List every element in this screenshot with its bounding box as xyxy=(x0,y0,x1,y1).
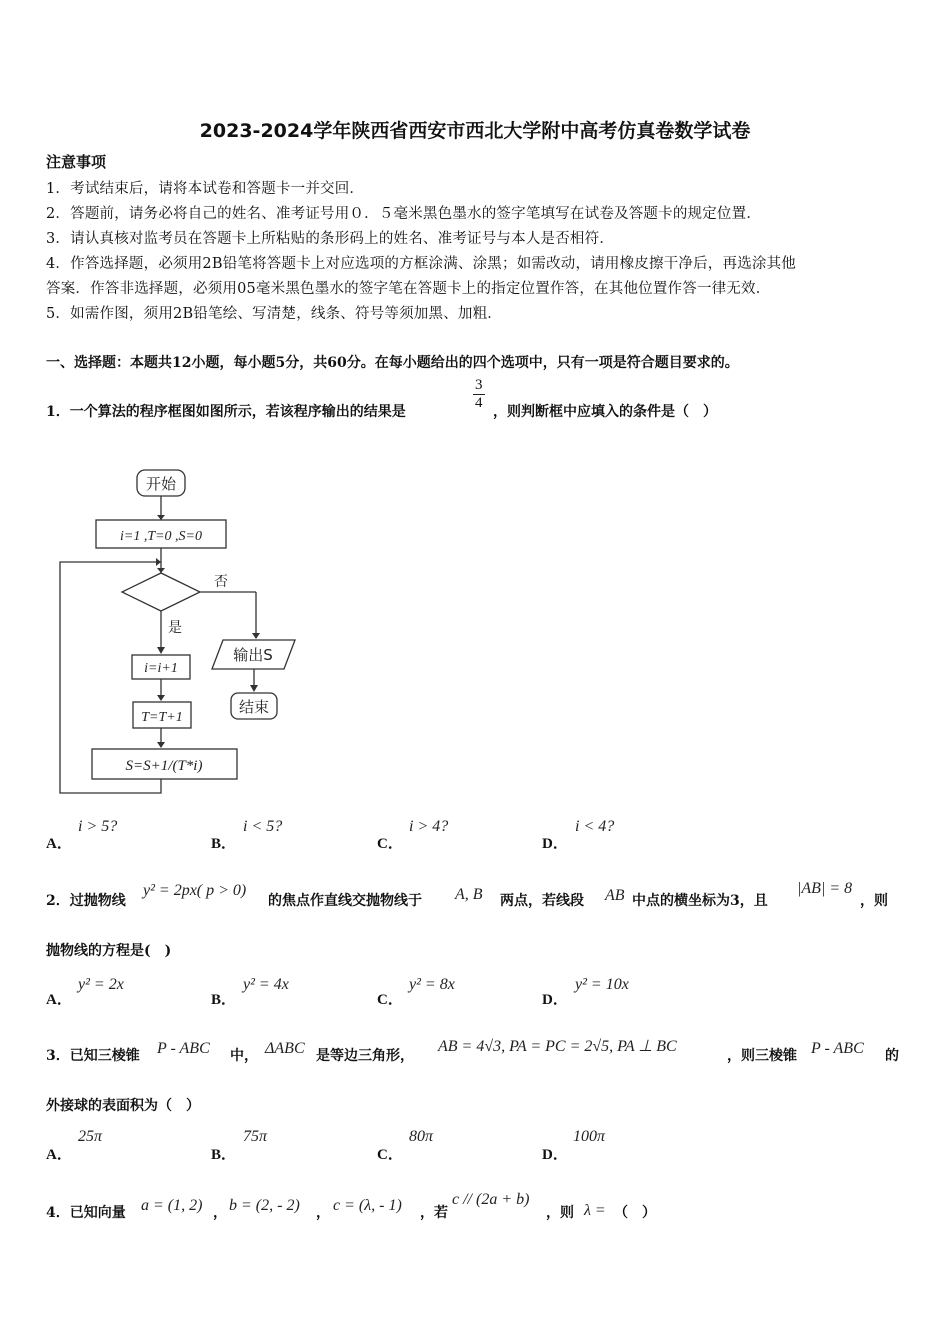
note-item: 1．考试结束后，请将本试卷和答题卡一并交回． xyxy=(46,181,365,197)
fraction-numerator: 3 xyxy=(475,377,483,393)
q1-option-a-value: i > 5? xyxy=(78,818,118,835)
flowchart-step3-label: S=S+1/(T*i) xyxy=(125,758,203,774)
flowchart-yes-label: 是 xyxy=(168,620,182,636)
q3-math-pyramid: P - ABC xyxy=(157,1040,210,1057)
fraction-denominator: 4 xyxy=(475,395,483,411)
flowchart-diagram xyxy=(50,460,310,805)
q2-text-1: 2．过抛物线 xyxy=(46,893,126,909)
q2-option-a-label: A． xyxy=(46,992,72,1008)
q2-line-2: 抛物线的方程是( ) xyxy=(46,943,172,959)
question-1-suffix: ，则判断框中应填入的条件是（ ） xyxy=(493,404,717,420)
q1-option-d-label: D． xyxy=(542,836,568,852)
notes-heading: 注意事项 xyxy=(46,153,107,171)
q4-math-vector-c: c = (λ, - 1) xyxy=(333,1197,402,1214)
q3-option-c-value: 80π xyxy=(409,1128,434,1145)
section-heading: 一、选择题：本题共12小题，每小题5分，共60分。在每小题给出的四个选项中，只有一项是符合题目要求的。 xyxy=(46,355,739,371)
q1-option-c-value: i > 4? xyxy=(409,818,449,835)
q2-text-4: 中点的横坐标为3，且 xyxy=(632,893,768,909)
q3-option-d-value: 100π xyxy=(573,1128,606,1145)
q3-option-d-label: D． xyxy=(542,1147,568,1163)
q4-math-parallel: c // (2a + b) xyxy=(452,1191,530,1208)
q3-math-pyramid-2: P - ABC xyxy=(811,1040,864,1057)
q4-text-1: 4．已知向量 xyxy=(46,1205,126,1221)
note-item: 3．请认真核对监考员在答题卡上所粘贴的条形码上的姓名、准考证号与本人是否相符． xyxy=(46,231,615,247)
q3-text-3: 是等边三角形， xyxy=(316,1048,414,1064)
flowchart-start-label: 开始 xyxy=(145,475,177,493)
page-title: 2023-2024学年陕西省西安市西北大学附中高考仿真卷数学试卷 xyxy=(199,120,751,142)
q4-text-2: ，若 xyxy=(420,1205,448,1221)
q3-option-c-label: C． xyxy=(377,1147,403,1163)
q2-option-c-value: y² = 8x xyxy=(409,976,455,993)
q2-option-c-label: C． xyxy=(377,992,403,1008)
flowchart-no-label: 否 xyxy=(214,574,228,590)
question-1-prefix: 1．一个算法的程序框图如图所示，若该程序输出的结果是 xyxy=(46,404,406,420)
q2-option-b-value: y² = 4x xyxy=(243,976,289,993)
flowchart-decision-diamond xyxy=(122,573,200,611)
flowchart-output-label: 输出S xyxy=(233,646,273,664)
q4-math-vector-a: a = (1, 2) xyxy=(141,1197,203,1214)
q3-text-5: 的 xyxy=(885,1048,899,1064)
flowchart-step1-label: i=i+1 xyxy=(144,661,178,676)
q2-option-d-value: y² = 10x xyxy=(575,976,629,993)
q1-option-d-value: i < 4? xyxy=(575,818,615,835)
q3-math-conditions: AB = 4√3, PA = PC = 2√5, PA ⊥ BC xyxy=(438,1038,677,1055)
q2-math-segment: AB xyxy=(605,887,625,904)
q3-option-b-label: B． xyxy=(211,1147,237,1163)
q2-math-points: A, B xyxy=(455,886,483,903)
q4-text-3: ，则 xyxy=(546,1205,574,1221)
q3-option-a-label: A． xyxy=(46,1147,72,1163)
q3-text-2: 中， xyxy=(230,1048,258,1064)
q2-math-parabola: y² = 2px( p > 0) xyxy=(143,882,247,899)
q4-sep-1: ， xyxy=(213,1205,227,1221)
flowchart-end-label: 结束 xyxy=(238,698,270,716)
q4-math-vector-b: b = (2, - 2) xyxy=(229,1197,300,1214)
q2-option-d-label: D． xyxy=(542,992,568,1008)
q1-option-b-value: i < 5? xyxy=(243,818,283,835)
q2-text-5: ，则 xyxy=(860,893,888,909)
note-item: 答案．作答非选择题，必须用05毫米黑色墨水的签字笔在答题卡上的指定位置作答，在其他位置作答一律无效． xyxy=(46,281,771,297)
q2-text-2: 的焦点作直线交抛物线于 xyxy=(268,893,422,909)
q1-option-c-label: C． xyxy=(377,836,403,852)
q2-math-length: |AB| = 8 xyxy=(797,880,853,897)
q4-math-lambda: λ = xyxy=(584,1202,606,1219)
q3-option-b-value: 75π xyxy=(243,1128,268,1145)
question-1-fraction xyxy=(473,377,485,412)
q3-option-a-value: 25π xyxy=(78,1128,103,1145)
note-item: 4．作答选择题，必须用2B铅笔将答题卡上对应选项的方框涂满、涂黑；如需改动，请用橡皮擦干净后，再选涂其他 xyxy=(46,256,797,272)
q3-math-triangle: ΔABC xyxy=(265,1040,305,1057)
q4-text-4: （ ） xyxy=(614,1205,656,1221)
q2-text-3: 两点，若线段 xyxy=(500,893,584,909)
q3-text-1: 3．已知三棱锥 xyxy=(46,1048,140,1064)
flowchart-init-label: i=1 ,T=0 ,S=0 xyxy=(119,529,203,544)
q3-line-2: 外接球的表面积为（ ） xyxy=(46,1098,200,1114)
q3-text-4: ，则三棱锥 xyxy=(727,1048,797,1064)
flowchart-step2-label: T=T+1 xyxy=(141,710,183,725)
q2-option-b-label: B． xyxy=(211,992,237,1008)
q4-sep-2: ， xyxy=(316,1205,330,1221)
q1-option-a-label: A． xyxy=(46,836,72,852)
q2-option-a-value: y² = 2x xyxy=(78,976,124,993)
note-item: 5．如需作图，须用2B铅笔绘、写清楚，线条、符号等须加黑、加粗． xyxy=(46,306,503,322)
q1-option-b-label: B． xyxy=(211,836,237,852)
note-item: 2．答题前，请务必将自己的姓名、准考证号用０．５毫米黑色墨水的签字笔填写在试卷及答题卡的规定位置． xyxy=(46,206,762,222)
